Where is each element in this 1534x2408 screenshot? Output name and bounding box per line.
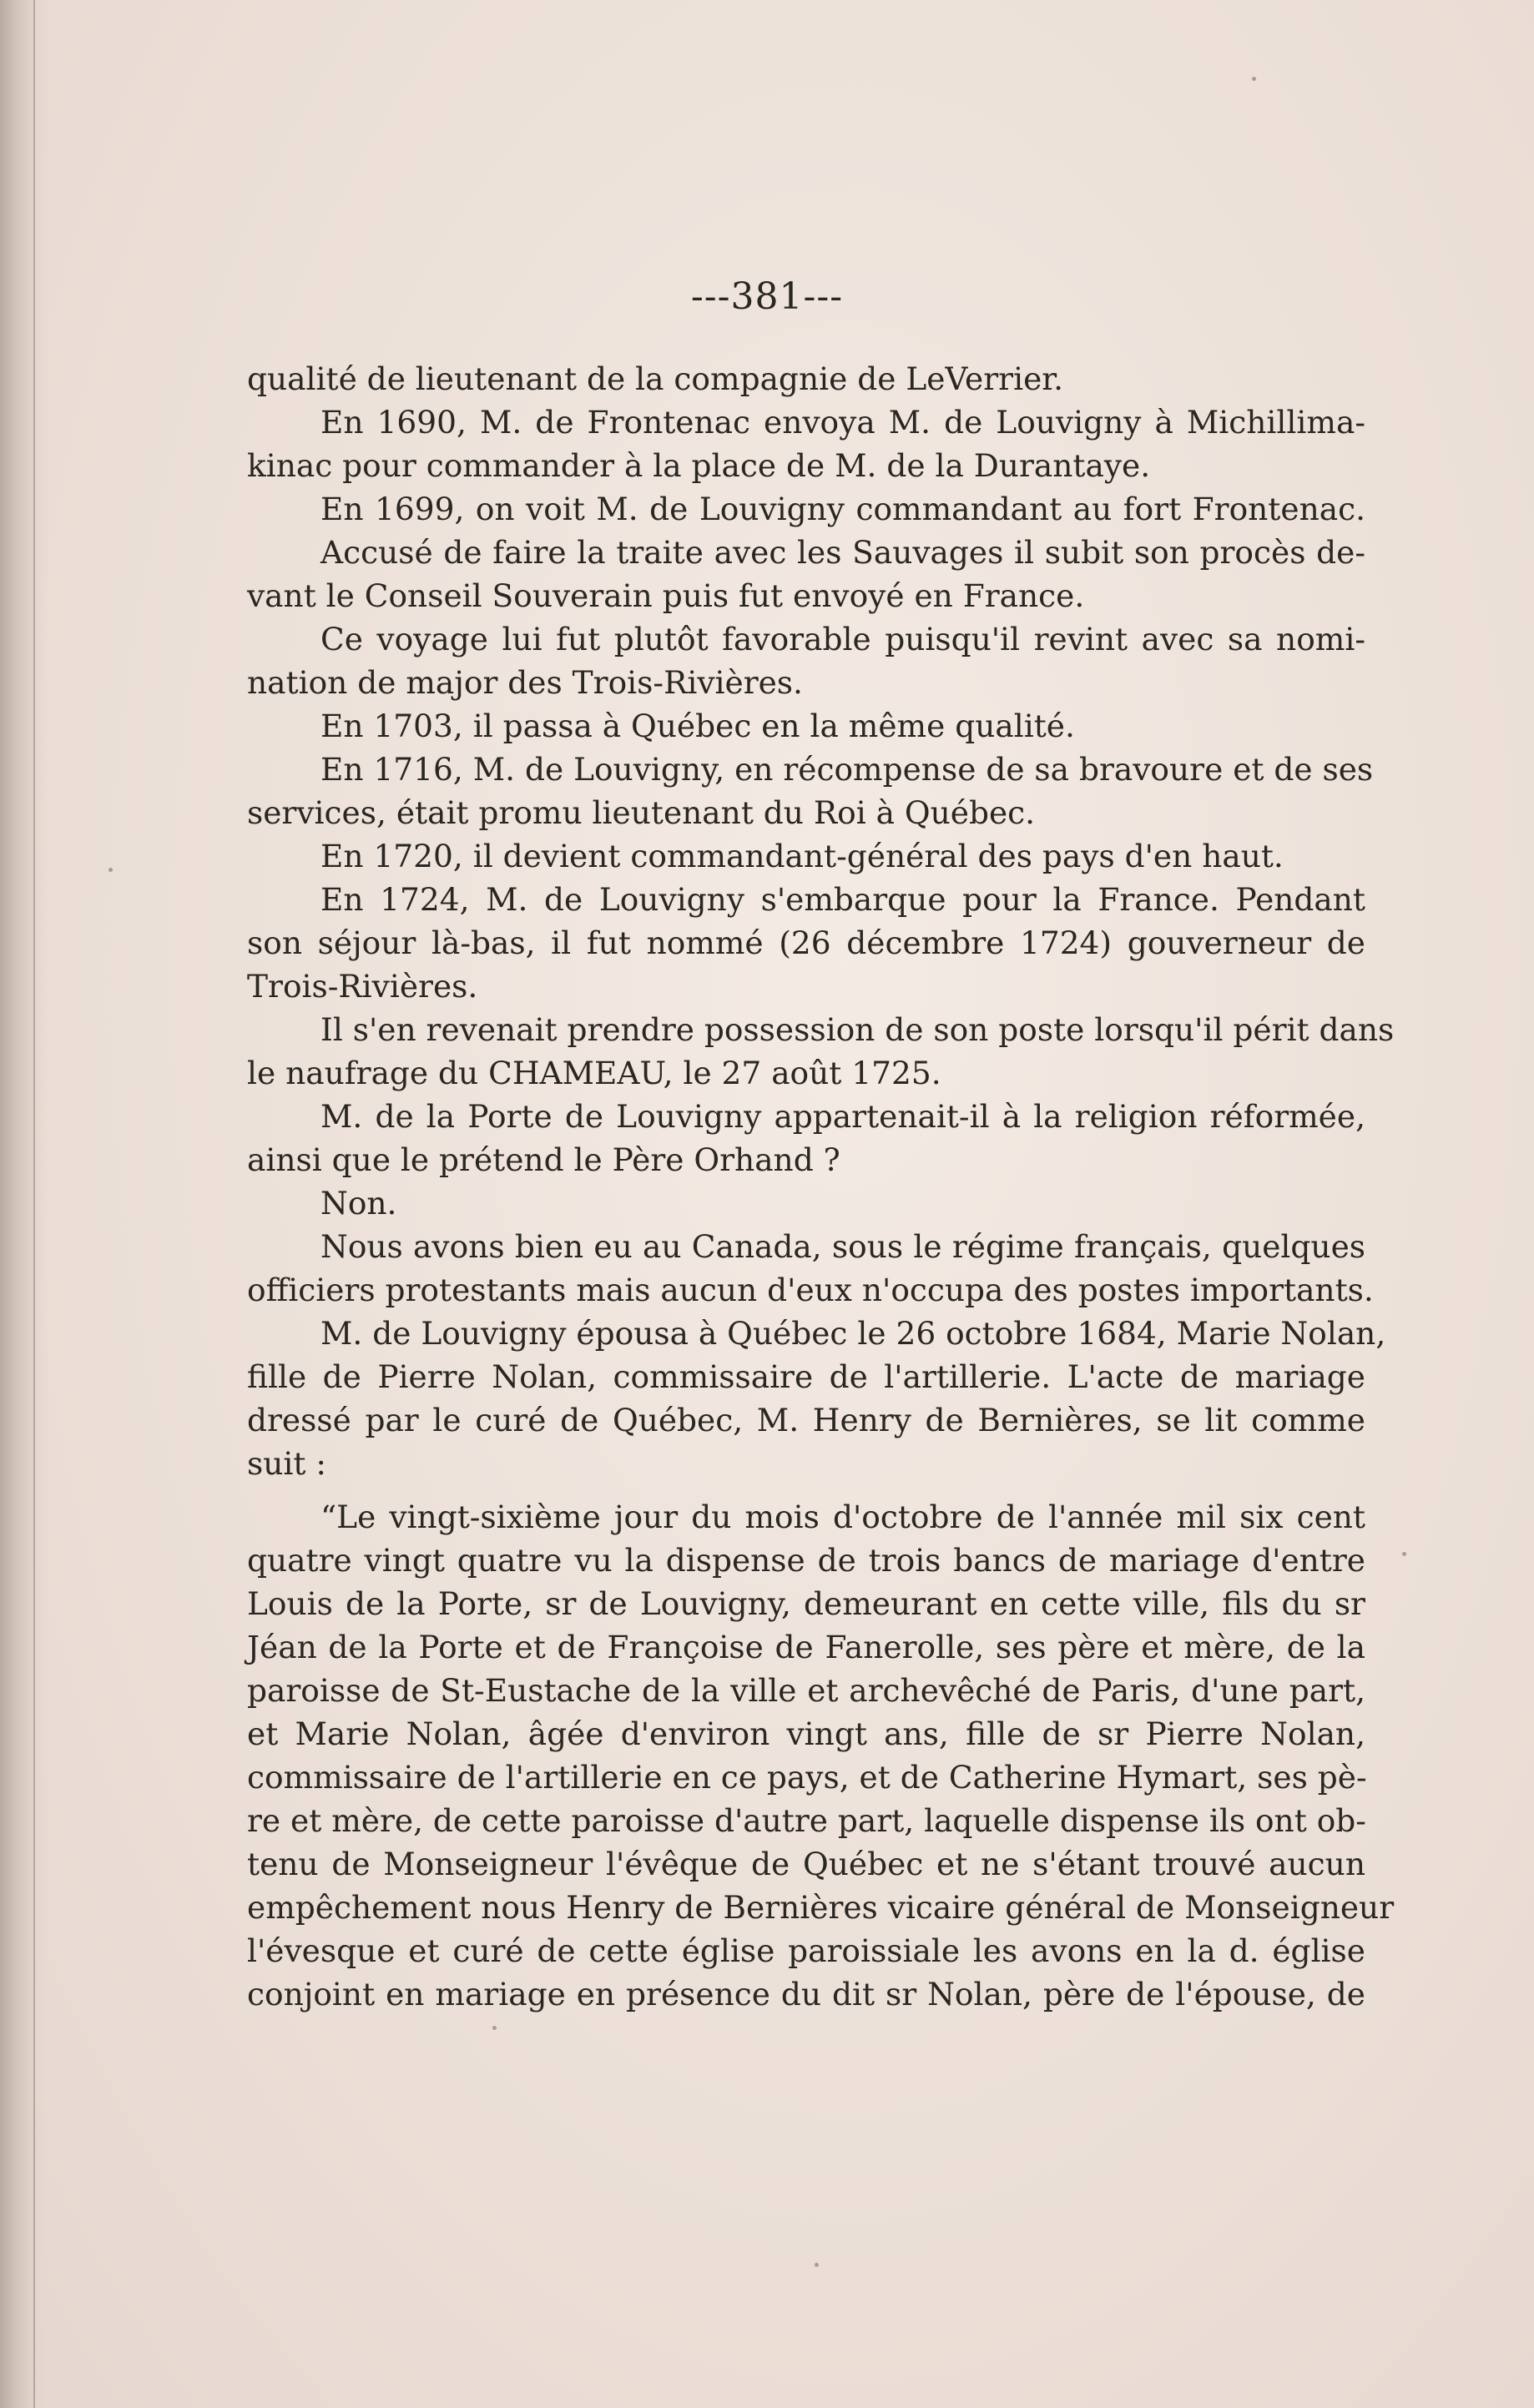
text-line: En 1703, il passa à Québec en la même qualité. <box>320 708 1075 744</box>
paper-speck <box>492 2026 497 2030</box>
text-line: Accusé de faire la traite avec les Sauvages il subit son procès de- <box>320 534 1365 571</box>
text-line: En 1699, on voit M. de Louvigny commandant au fort Frontenac. <box>320 491 1365 527</box>
text-line: kinac pour commander à la place de M. de la Durantaye. <box>247 447 1151 484</box>
text-line: re et mère, de cette paroisse d'autre part, laquelle dispense ils ont ob- <box>247 1802 1366 1839</box>
text-line: dressé par le curé de Québec, M. Henry de Bernières, se lit comme <box>247 1402 1365 1438</box>
text-line: commissaire de l'artillerie en ce pays, et de Catherine Hymart, ses pè- <box>247 1759 1367 1796</box>
text-line: En 1724, M. de Louvigny s'embarque pour la France. Pendant <box>320 881 1365 918</box>
text-line: Louis de la Porte, sr de Louvigny, demeurant en cette ville, fils du sr <box>247 1585 1365 1622</box>
text-line: quatre vingt quatre vu la dispense de trois bancs de mariage d'entre <box>247 1542 1365 1579</box>
text-line: vant le Conseil Souverain puis fut envoyé en France. <box>247 577 1085 614</box>
text-line: fille de Pierre Nolan, commissaire de l'artillerie. L'acte de mariage <box>247 1358 1365 1395</box>
paper-speck <box>1402 1552 1406 1556</box>
text-line: le naufrage du CHAMEAU, le 27 août 1725. <box>247 1055 941 1091</box>
text-line: paroisse de St-Eustache de la ville et archevêché de Paris, d'une part, <box>247 1672 1365 1709</box>
text-line: ainsi que le prétend le Père Orhand ? <box>247 1141 840 1178</box>
text-line: Nous avons bien eu au Canada, sous le régime français, quelques <box>320 1228 1365 1265</box>
text-line: M. de la Porte de Louvigny appartenait-il à la religion réformée, <box>320 1098 1365 1135</box>
text-line: Non. <box>320 1185 397 1222</box>
text-line: En 1690, M. de Frontenac envoya M. de Louvigny à Michillima- <box>320 404 1365 441</box>
binding-line <box>33 0 35 2408</box>
body-text <box>247 357 1395 2016</box>
text-line: qualité de lieutenant de la compagnie de LeVerrier. <box>247 360 1064 397</box>
paragraph-gap <box>247 1485 1365 1495</box>
text-line: M. de Louvigny épousa à Québec le 26 octobre 1684, Marie Nolan, <box>320 1315 1386 1352</box>
text-line: nation de major des Trois-Rivières. <box>247 664 803 701</box>
text-line: Il s'en revenait prendre possession de son poste lorsqu'il périt dans <box>320 1011 1395 1048</box>
text-line: Trois-Rivières. <box>247 968 478 1005</box>
text-line: En 1720, il devient commandant-général des pays d'en haut. <box>320 838 1284 874</box>
text-line: empêchement nous Henry de Bernières vicaire général de Monseigneur <box>247 1889 1395 1926</box>
page-number: ---381--- <box>690 275 844 318</box>
book-gutter <box>0 0 48 2408</box>
text-line: son séjour là-bas, il fut nommé (26 décembre 1724) gouverneur de <box>247 924 1365 961</box>
text-line: conjoint en mariage en présence du dit sr Nolan, père de l'épouse, de <box>247 1976 1365 2013</box>
paper-speck <box>1252 77 1256 81</box>
text-line: l'évesque et curé de cette église paroissiale les avons en la d. église <box>247 1932 1365 1969</box>
paper-speck <box>108 868 113 872</box>
text-line: services, était promu lieutenant du Roi à Québec. <box>247 794 1036 831</box>
text-line: tenu de Monseigneur l'évêque de Québec et ne s'étant trouvé aucun <box>247 1846 1365 1882</box>
text-line: “Le vingt-sixième jour du mois d'octobre de l'année mil six cent <box>320 1499 1365 1535</box>
text-line: et Marie Nolan, âgée d'environ vingt ans, fille de sr Pierre Nolan, <box>247 1715 1365 1752</box>
text-line: Ce voyage lui fut plutôt favorable puisqu'il revint avec sa nomi- <box>320 621 1365 657</box>
text-line: officiers protestants mais aucun d'eux n'occupa des postes importants. <box>247 1272 1374 1308</box>
paper-speck <box>815 2263 819 2267</box>
text-line: Jéan de la Porte et de Françoise de Fanerolle, ses père et mère, de la <box>247 1629 1365 1665</box>
text-line: suit : <box>247 1445 327 1482</box>
text-line: En 1716, M. de Louvigny, en récompense de sa bravoure et de ses <box>320 751 1374 788</box>
